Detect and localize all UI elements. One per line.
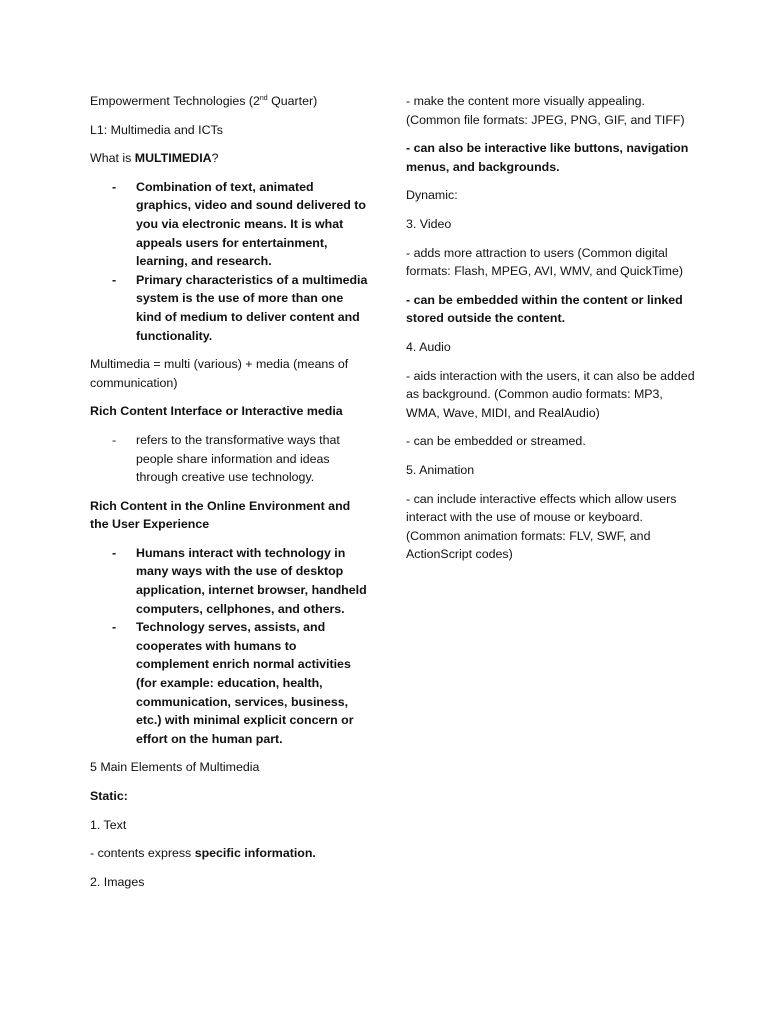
animation-description: - can include interactive effects which allow users interact with the use of mouse or keyboard. (Common animation formats: FLV, SWF, and ActionScript codes) [406, 491, 677, 562]
text-description-lead: - contents express [90, 846, 195, 861]
list-item-text: Humans interact with technology in many ways with the use of desktop application, internet browser, handheld computers, cellphones, and others. [136, 545, 367, 616]
images-description-2: - can also be interactive like buttons, navigation menus, and backgrounds. [406, 141, 689, 174]
dash-marker: - [112, 272, 117, 287]
title-end: Quarter) [267, 94, 318, 108]
list-item-text: Combination of text, animated graphics, video and sound delivered to you via electronic means. It is what appeals users for entertainment, learning, and research. [136, 179, 366, 269]
dash-marker: - [112, 545, 117, 560]
left-column [90, 92, 372, 901]
audio-heading: 4. Audio [406, 339, 451, 354]
images-description: - make the content more visually appealing. (Common file formats: JPEG, PNG, GIF, and TIFF) [406, 94, 685, 127]
lesson-heading: L1: Multimedia and ICTs [90, 122, 223, 137]
question-heading [90, 149, 372, 168]
question-suffix: ? [211, 151, 219, 166]
multimedia-definition-list [90, 178, 372, 345]
online-environment-heading: Rich Content in the Online Environment and the User Experience [90, 498, 351, 532]
dash-marker: - [112, 620, 117, 635]
text-description-emphasis: specific information. [194, 846, 316, 861]
multimedia-formula: Multimedia = multi (various) + media (means of communication) [90, 357, 349, 390]
title-superscript: nd [259, 95, 268, 102]
audio-description-2: - can be embedded or streamed. [406, 434, 586, 449]
audio-description: - aids interaction with the users, it can also be added as background. (Common audio formats: MP3, WMA, Wave, MIDI, and RealAudio) [406, 368, 695, 420]
video-description: - adds more attraction to users (Common digital formats: Flash, MPEG, AVI, WMV, and QuickTime) [406, 245, 684, 279]
list-item [90, 178, 372, 271]
dash-marker: - [112, 179, 117, 194]
list-item-text: Technology serves, assists, and cooperates with humans to complement enrich normal activities (for example: education, health, communication, services, business, etc.) with minimal explicit concern or effort on the human part. [136, 620, 354, 746]
list-item-text: Primary characteristics of a multimedia system is the use of more than one kind of medium to deliver content and functionality. [136, 272, 368, 343]
images-heading: 2. Images [90, 874, 145, 889]
dash-marker: - [112, 432, 117, 447]
static-label: Static: [90, 789, 128, 803]
online-environment-list [90, 544, 372, 749]
animation-heading: 5. Animation [406, 462, 475, 477]
rich-content-list [90, 431, 372, 487]
document-title [90, 92, 372, 111]
video-heading: 3. Video [406, 216, 452, 231]
dynamic-label: Dynamic: [406, 188, 458, 203]
rich-content-heading: Rich Content Interface or Interactive media [90, 404, 343, 419]
text-description [90, 844, 372, 863]
title-text: Empowerment Technologies (2 [90, 94, 260, 108]
list-item [90, 544, 372, 618]
text-heading: 1. Text [90, 817, 127, 832]
right-column [406, 92, 696, 574]
video-description-2: - can be embedded within the content or linked stored outside the content. [406, 292, 683, 326]
list-item [90, 618, 372, 748]
list-item [90, 431, 372, 487]
question-prefix: What is [90, 151, 135, 166]
elements-heading: 5 Main Elements of Multimedia [90, 760, 260, 775]
list-item-text: refers to the transformative ways that people share information and ideas through creative use technology. [136, 432, 340, 485]
list-item [90, 271, 372, 345]
question-term: MULTIMEDIA [134, 151, 212, 166]
